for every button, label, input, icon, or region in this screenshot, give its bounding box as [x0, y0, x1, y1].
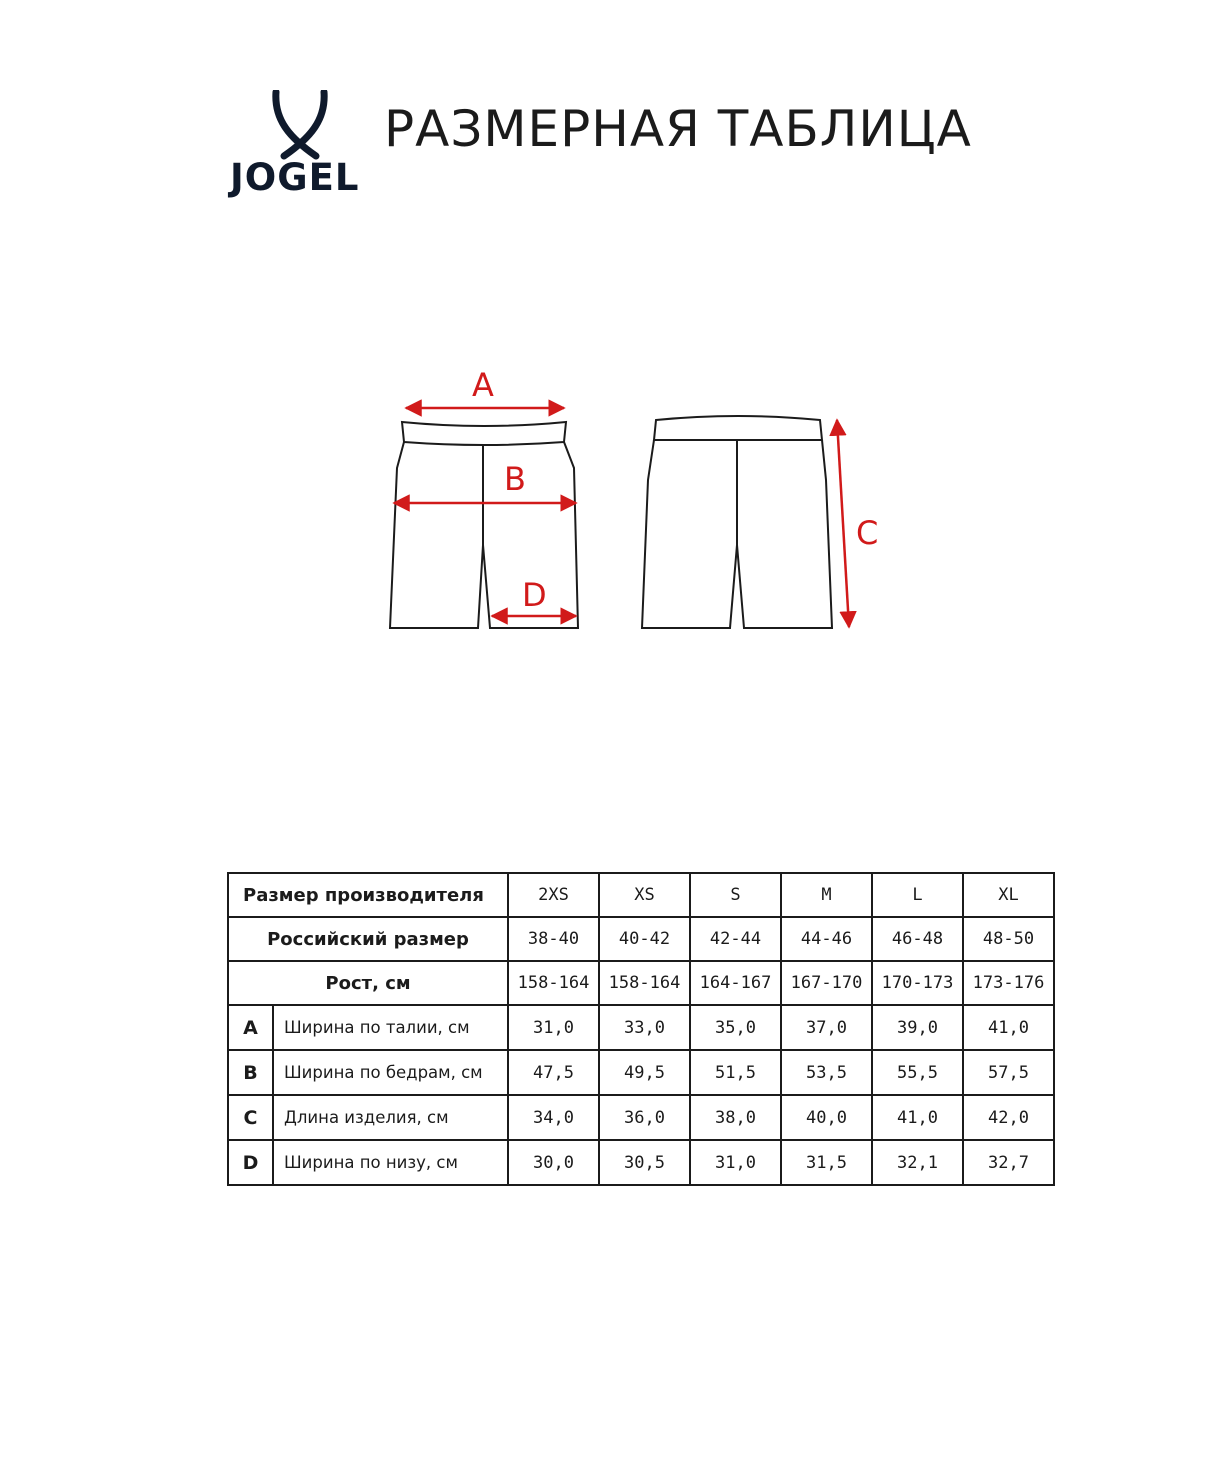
value-cell: 32,1	[872, 1140, 963, 1185]
value-cell: 31,0	[508, 1005, 599, 1050]
label-a: A	[472, 366, 494, 404]
jogel-logo	[230, 90, 370, 210]
shorts-diagram	[380, 360, 880, 650]
value-cell: 38,0	[690, 1095, 781, 1140]
russian-size-cell: 48-50	[963, 917, 1054, 961]
value-cell: 36,0	[599, 1095, 690, 1140]
page-title: РАЗМЕРНАЯ ТАБЛИЦА	[384, 100, 972, 158]
value-cell: 55,5	[872, 1050, 963, 1095]
table-row	[228, 917, 1054, 961]
value-cell: 42,0	[963, 1095, 1054, 1140]
value-cell: 30,0	[508, 1140, 599, 1185]
arrow-c	[837, 420, 849, 627]
height-cell: 164-167	[690, 961, 781, 1005]
height-cell: 158-164	[599, 961, 690, 1005]
height-cell: 170-173	[872, 961, 963, 1005]
height-header: Рост, см	[228, 961, 508, 1005]
value-cell: 40,0	[781, 1095, 872, 1140]
height-cell: 173-176	[963, 961, 1054, 1005]
value-cell: 39,0	[872, 1005, 963, 1050]
brand-name: JOGEL	[230, 156, 360, 199]
russian-size-cell: 40-42	[599, 917, 690, 961]
label-b: B	[504, 460, 526, 498]
value-cell: 30,5	[599, 1140, 690, 1185]
table-row	[228, 1095, 1054, 1140]
table-row	[228, 1140, 1054, 1185]
value-cell: 53,5	[781, 1050, 872, 1095]
size-cell: 2XS	[508, 873, 599, 917]
value-cell: 33,0	[599, 1005, 690, 1050]
measure-letter: B	[228, 1050, 273, 1095]
russian-size-cell: 42-44	[690, 917, 781, 961]
measure-letter: C	[228, 1095, 273, 1140]
height-cell: 158-164	[508, 961, 599, 1005]
table-row	[228, 873, 1054, 917]
value-cell: 47,5	[508, 1050, 599, 1095]
measure-label: Длина изделия, см	[273, 1095, 508, 1140]
russian-size-cell: 38-40	[508, 917, 599, 961]
measure-letter: A	[228, 1005, 273, 1050]
measure-label: Ширина по низу, см	[273, 1140, 508, 1185]
measure-letter: D	[228, 1140, 273, 1185]
russian-size-cell: 46-48	[872, 917, 963, 961]
value-cell: 32,7	[963, 1140, 1054, 1185]
russian-size-header: Российский размер	[228, 917, 508, 961]
table-row	[228, 961, 1054, 1005]
measure-label: Ширина по бедрам, см	[273, 1050, 508, 1095]
value-cell: 49,5	[599, 1050, 690, 1095]
table-row	[228, 1050, 1054, 1095]
height-cell: 167-170	[781, 961, 872, 1005]
jogel-emblem-icon	[272, 90, 328, 160]
value-cell: 41,0	[872, 1095, 963, 1140]
value-cell: 57,5	[963, 1050, 1054, 1095]
measure-label: Ширина по талии, см	[273, 1005, 508, 1050]
size-cell: L	[872, 873, 963, 917]
size-cell: XL	[963, 873, 1054, 917]
value-cell: 34,0	[508, 1095, 599, 1140]
shorts-front	[390, 422, 578, 628]
value-cell: 37,0	[781, 1005, 872, 1050]
value-cell: 31,0	[690, 1140, 781, 1185]
label-c: C	[856, 514, 879, 552]
value-cell: 41,0	[963, 1005, 1054, 1050]
manufacturer-size-header: Размер производителя	[228, 873, 508, 917]
table-row	[228, 1005, 1054, 1050]
shorts-back	[642, 416, 832, 628]
russian-size-cell: 44-46	[781, 917, 872, 961]
size-cell: M	[781, 873, 872, 917]
label-d: D	[522, 576, 547, 614]
value-cell: 51,5	[690, 1050, 781, 1095]
size-cell: S	[690, 873, 781, 917]
size-table	[227, 872, 1055, 1186]
value-cell: 35,0	[690, 1005, 781, 1050]
size-cell: XS	[599, 873, 690, 917]
value-cell: 31,5	[781, 1140, 872, 1185]
